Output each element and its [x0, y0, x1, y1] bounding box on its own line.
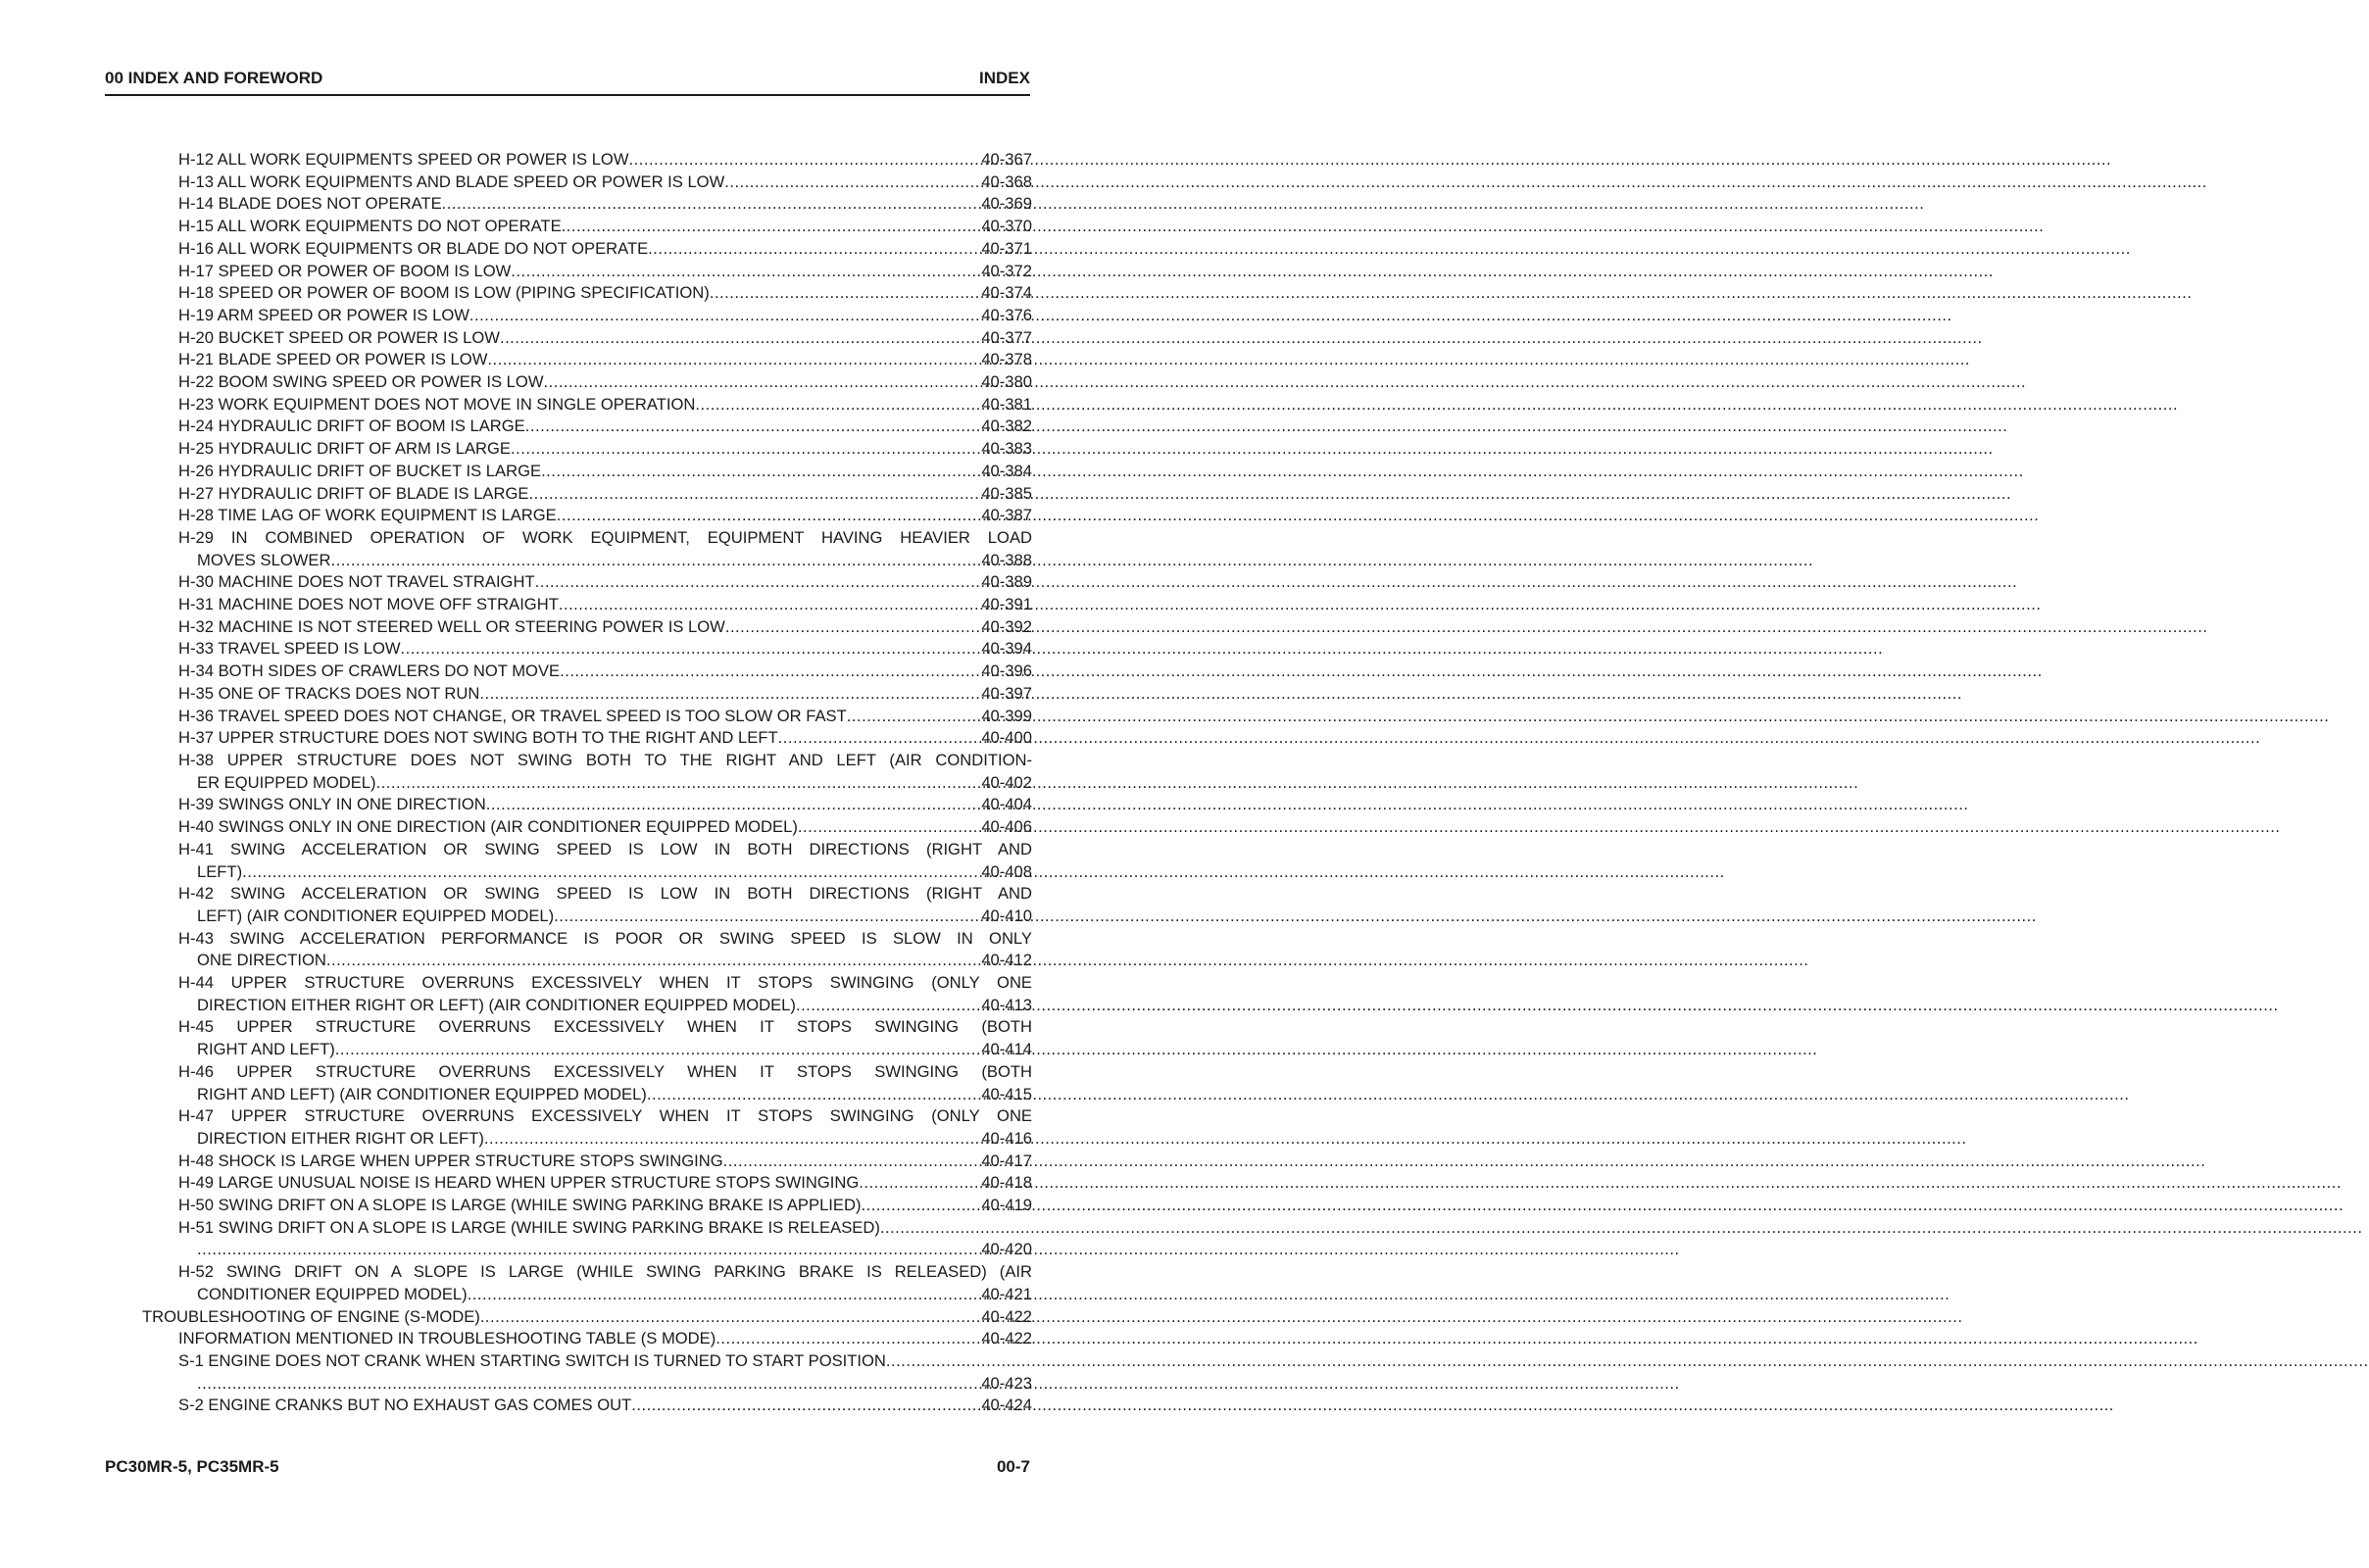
toc-entry-title: H-39 SWINGS ONLY IN ONE DIRECTION [178, 795, 486, 814]
toc-entry-title: H-16 ALL WORK EQUIPMENTS OR BLADE DO NOT OPERATE [178, 238, 649, 258]
toc-entry-title-continued: CONDITIONER EQUIPPED MODEL) [197, 1284, 468, 1303]
dot-leader [401, 638, 982, 661]
toc-entry-page: 40-385 [981, 483, 1032, 503]
toc-entry-title: H-37 UPPER STRUCTURE DOES NOT SWING BOTH TO THE RIGHT AND LEFT [178, 728, 778, 748]
toc-entry-title: H-18 SPEED OR POWER OF BOOM IS LOW (PIPING SPECIFICATION) [178, 283, 710, 303]
dot-leader [648, 238, 981, 261]
dot-leader [197, 1239, 981, 1261]
dot-leader [710, 282, 982, 305]
footer-page-number: 00-7 [996, 1457, 1030, 1476]
toc-entry[interactable] [142, 727, 1032, 750]
toc-entry-title: H-19 ARM SPEED OR POWER IS LOW [178, 305, 469, 324]
toc-entry[interactable] [142, 1061, 1032, 1105]
toc-entry[interactable] [142, 661, 1032, 683]
toc-entry-title-continued: ONE DIRECTION [197, 951, 326, 970]
toc-entry-title: H-52 SWING DRIFT ON A SLOPE IS LARGE (WHILE SWING PARKING BRAKE IS RELEASED) (AIR [178, 1262, 1032, 1282]
toc-entry-title-continued: MOVES SLOWER [197, 550, 331, 569]
toc-entry-page: 40-377 [981, 327, 1032, 347]
toc-entry[interactable] [142, 1217, 1032, 1261]
toc-entry[interactable] [142, 1016, 1032, 1060]
toc-entry-page: 40-406 [981, 817, 1032, 837]
dot-leader [847, 706, 982, 728]
toc-entry-title-continued: ER EQUIPPED MODEL) [197, 772, 376, 792]
dot-leader [484, 1128, 981, 1151]
dot-leader [796, 995, 981, 1017]
toc-entry[interactable] [142, 928, 1032, 972]
page-header [105, 69, 1030, 96]
toc-entry-page: 40-369 [981, 194, 1032, 214]
toc-entry-title: H-12 ALL WORK EQUIPMENTS SPEED OR POWER IS LOW [178, 150, 629, 169]
toc-entry-page: 40-422 [981, 1329, 1032, 1348]
toc-entry[interactable] [142, 1195, 1032, 1217]
toc-entry-title: H-24 HYDRAULIC DRIFT OF BOOM IS LARGE [178, 416, 525, 436]
toc-entry-page: 40-391 [981, 595, 1032, 614]
toc-entry-page: 40-396 [981, 662, 1032, 681]
dot-leader [880, 1217, 1032, 1240]
dot-leader [725, 616, 982, 639]
toc-entry-title: H-23 WORK EQUIPMENT DOES NOT MOVE IN SINGLE OPERATION [178, 394, 696, 414]
toc-entry[interactable] [142, 616, 1032, 639]
header-index-label: INDEX [979, 69, 1030, 87]
toc-entry-page: 40-410 [981, 906, 1032, 925]
toc-entry[interactable] [142, 461, 1032, 483]
dot-leader [511, 261, 981, 283]
toc-entry[interactable] [142, 505, 1032, 527]
table-of-contents [142, 149, 1032, 1417]
toc-entry[interactable] [142, 638, 1032, 661]
toc-entry-title: H-45 UPPER STRUCTURE OVERRUNS EXCESSIVELY WHEN IT STOPS SWINGING (BOTH [178, 1017, 1032, 1037]
toc-entry-page: 40-378 [981, 350, 1032, 369]
toc-entry-title-continued: DIRECTION EITHER RIGHT OR LEFT) [197, 1128, 484, 1148]
toc-entry-page: 40-421 [981, 1284, 1032, 1303]
toc-entry-title: H-22 BOOM SWING SPEED OR POWER IS LOW [178, 372, 544, 392]
dot-leader [723, 1151, 982, 1173]
toc-entry[interactable] [142, 972, 1032, 1016]
toc-entry[interactable] [142, 750, 1032, 794]
dot-leader [695, 394, 981, 416]
dot-leader [469, 305, 981, 327]
dot-leader [559, 594, 981, 616]
dot-leader [554, 906, 981, 928]
toc-entry-title-continued: RIGHT AND LEFT) (AIR CONDITIONER EQUIPPED MODEL) [197, 1084, 647, 1103]
toc-entry-title: H-15 ALL WORK EQUIPMENTS DO NOT OPERATE [178, 217, 562, 236]
toc-entry[interactable] [142, 1328, 1032, 1350]
toc-entry-title: S-2 ENGINE CRANKS BUT NO EXHAUST GAS COMES OUT [178, 1396, 632, 1415]
header-section-title: 00 INDEX AND FOREWORD [105, 69, 323, 87]
toc-entry[interactable] [142, 305, 1032, 327]
toc-entry-page: 40-408 [981, 861, 1032, 881]
dot-leader [535, 571, 982, 594]
page-footer [105, 1457, 1030, 1479]
dot-leader [562, 216, 982, 238]
toc-entry[interactable] [142, 261, 1032, 283]
toc-entry[interactable] [142, 883, 1032, 927]
toc-entry[interactable] [142, 1261, 1032, 1305]
dot-leader [468, 1284, 982, 1306]
toc-entry-title: H-47 UPPER STRUCTURE OVERRUNS EXCESSIVELY WHEN IT STOPS SWINGING (ONLY ONE [178, 1106, 1032, 1126]
toc-entry[interactable] [142, 794, 1032, 816]
toc-entry-page: 40-417 [981, 1151, 1032, 1170]
dot-leader [335, 1039, 982, 1061]
toc-entry[interactable] [142, 483, 1032, 506]
toc-entry-title: H-14 BLADE DOES NOT OPERATE [178, 194, 442, 214]
toc-entry[interactable] [142, 1172, 1032, 1195]
dot-leader [716, 1328, 981, 1350]
toc-entry-title: H-51 SWING DRIFT ON A SLOPE IS LARGE (WHILE SWING PARKING BRAKE IS RELEASED) [178, 1217, 880, 1237]
toc-entry-title: H-31 MACHINE DOES NOT MOVE OFF STRAIGHT [178, 595, 559, 614]
toc-entry-page: 40-381 [981, 394, 1032, 414]
toc-entry[interactable] [142, 683, 1032, 706]
toc-entry[interactable] [142, 371, 1032, 394]
toc-entry-title: H-40 SWINGS ONLY IN ONE DIRECTION (AIR CONDITIONER EQUIPPED MODEL) [178, 817, 798, 837]
dot-leader [647, 1084, 981, 1106]
toc-entry-title: H-46 UPPER STRUCTURE OVERRUNS EXCESSIVELY WHEN IT STOPS SWINGING (BOTH [178, 1061, 1032, 1081]
toc-entry-title: H-35 ONE OF TRACKS DOES NOT RUN [178, 683, 480, 703]
toc-entry-title: H-20 BUCKET SPEED OR POWER IS LOW [178, 327, 500, 347]
toc-entry-title: H-36 TRAVEL SPEED DOES NOT CHANGE, OR TRAVEL SPEED IS TOO SLOW OR FAST [178, 706, 847, 725]
toc-entry[interactable] [142, 594, 1032, 616]
toc-entry-page: 40-394 [981, 639, 1032, 659]
dot-leader [528, 483, 981, 506]
dot-leader [480, 1306, 982, 1329]
toc-entry-page: 40-402 [981, 772, 1032, 792]
toc-entry-page: 40-388 [981, 550, 1032, 569]
toc-entry-page: 40-376 [981, 305, 1032, 324]
toc-entry-title: H-42 SWING ACCELERATION OR SWING SPEED IS LOW IN BOTH DIRECTIONS (RIGHT AND [178, 884, 1032, 904]
toc-entry-title: H-43 SWING ACCELERATION PERFORMANCE IS POOR OR SWING SPEED IS SLOW IN ONLY [178, 928, 1032, 948]
toc-entry-title: H-44 UPPER STRUCTURE OVERRUNS EXCESSIVELY WHEN IT STOPS SWINGING (ONLY ONE [178, 973, 1032, 993]
toc-entry-title: INFORMATION MENTIONED IN TROUBLESHOOTING TABLE (S MODE) [178, 1329, 716, 1348]
toc-entry[interactable] [142, 416, 1032, 438]
dot-leader [798, 816, 981, 839]
dot-leader [778, 727, 982, 750]
dot-leader [242, 861, 981, 884]
toc-entry[interactable] [142, 193, 1032, 216]
toc-entry-page: 40-383 [981, 439, 1032, 459]
toc-entry-page: 40-387 [981, 506, 1032, 525]
toc-entry-title: H-21 BLADE SPEED OR POWER IS LOW [178, 350, 488, 369]
toc-entry[interactable] [142, 839, 1032, 883]
dot-leader [486, 794, 982, 816]
toc-entry[interactable] [142, 327, 1032, 350]
dot-leader [543, 371, 981, 394]
dot-leader [376, 772, 982, 795]
dot-leader [479, 683, 981, 706]
toc-entry[interactable] [142, 172, 1032, 194]
toc-entry[interactable] [142, 216, 1032, 238]
toc-entry-page: 40-380 [981, 372, 1032, 392]
toc-entry-title: H-27 HYDRAULIC DRIFT OF BLADE IS LARGE [178, 483, 529, 503]
toc-entry-page: 40-370 [981, 217, 1032, 236]
toc-entry-title: H-34 BOTH SIDES OF CRAWLERS DO NOT MOVE [178, 662, 561, 681]
toc-entry[interactable] [142, 1306, 1032, 1329]
toc-entry-page: 40-416 [981, 1128, 1032, 1148]
toc-entry-page: 40-422 [981, 1306, 1032, 1326]
toc-entry[interactable] [142, 527, 1032, 571]
toc-entry-page: 40-367 [981, 150, 1032, 169]
toc-entry-page: 40-424 [981, 1396, 1032, 1415]
toc-entry-title: H-32 MACHINE IS NOT STEERED WELL OR STEERING POWER IS LOW [178, 616, 725, 636]
toc-entry-page: 40-419 [981, 1196, 1032, 1215]
dot-leader [629, 149, 982, 172]
toc-entry-title-continued: DIRECTION EITHER RIGHT OR LEFT) (AIR CONDITIONER EQUIPPED MODEL) [197, 995, 796, 1014]
toc-entry-title: H-25 HYDRAULIC DRIFT OF ARM IS LARGE [178, 439, 512, 459]
dot-leader [859, 1172, 981, 1195]
dot-leader [487, 349, 981, 371]
toc-entry[interactable] [142, 706, 1032, 728]
toc-entry-page: 40-420 [981, 1240, 1032, 1259]
dot-leader [724, 172, 981, 194]
toc-entry-title-continued: LEFT) [197, 861, 243, 881]
toc-entry[interactable] [142, 1350, 1032, 1395]
toc-entry-page: 40-423 [981, 1373, 1032, 1393]
toc-entry[interactable] [142, 438, 1032, 461]
toc-entry[interactable] [142, 149, 1032, 172]
toc-entry-title: H-49 LARGE UNUSUAL NOISE IS HEARD WHEN UPPER STRUCTURE STOPS SWINGING [178, 1173, 860, 1193]
toc-entry-title-continued: RIGHT AND LEFT) [197, 1040, 335, 1059]
dot-leader [500, 327, 981, 350]
toc-entry[interactable] [142, 238, 1032, 261]
toc-entry-title: H-48 SHOCK IS LARGE WHEN UPPER STRUCTURE STOPS SWINGING [178, 1151, 723, 1170]
toc-entry-page: 40-371 [981, 238, 1032, 258]
toc-entry-page: 40-399 [981, 706, 1032, 725]
toc-entry[interactable] [142, 571, 1032, 594]
toc-entry-page: 40-414 [981, 1040, 1032, 1059]
toc-entry[interactable] [142, 349, 1032, 371]
dot-leader [197, 1373, 981, 1396]
toc-entry-title: H-41 SWING ACCELERATION OR SWING SPEED IS LOW IN BOTH DIRECTIONS (RIGHT AND [178, 839, 1032, 858]
toc-entry-title-continued: LEFT) (AIR CONDITIONER EQUIPPED MODEL) [197, 906, 555, 925]
toc-entry-page: 40-374 [981, 283, 1032, 303]
dot-leader [511, 438, 981, 461]
dot-leader [326, 950, 981, 972]
toc-entry[interactable] [142, 282, 1032, 305]
toc-entry-page: 40-418 [981, 1173, 1032, 1193]
toc-entry-title: H-17 SPEED OR POWER OF BOOM IS LOW [178, 261, 512, 280]
footer-model-names: PC30MR-5, PC35MR-5 [105, 1457, 279, 1476]
dot-leader [541, 461, 981, 483]
dot-leader [442, 193, 982, 216]
dot-leader [560, 661, 981, 683]
toc-entry-page: 40-372 [981, 261, 1032, 280]
toc-entry-title: H-33 TRAVEL SPEED IS LOW [178, 639, 401, 659]
toc-entry-page: 40-413 [981, 995, 1032, 1014]
dot-leader [525, 416, 982, 438]
dot-leader [861, 1195, 981, 1217]
toc-entry-title: TROUBLESHOOTING OF ENGINE (S-MODE) [142, 1306, 480, 1326]
dot-leader [631, 1395, 981, 1417]
toc-entry-title: H-50 SWING DRIFT ON A SLOPE IS LARGE (WHILE SWING PARKING BRAKE IS APPLIED) [178, 1196, 862, 1215]
toc-entry-title: H-38 UPPER STRUCTURE DOES NOT SWING BOTH TO THE RIGHT AND LEFT (AIR CONDITION- [178, 750, 1032, 769]
toc-entry-page: 40-382 [981, 416, 1032, 436]
toc-entry-title: H-13 ALL WORK EQUIPMENTS AND BLADE SPEED OR POWER IS LOW [178, 172, 725, 191]
toc-entry-title: H-30 MACHINE DOES NOT TRAVEL STRAIGHT [178, 572, 535, 592]
toc-entry-title: S-1 ENGINE DOES NOT CRANK WHEN STARTING SWITCH IS TURNED TO START POSITION [178, 1350, 886, 1370]
toc-entry-title: H-26 HYDRAULIC DRIFT OF BUCKET IS LARGE [178, 461, 542, 480]
toc-entry-page: 40-400 [981, 728, 1032, 748]
toc-entry-page: 40-368 [981, 172, 1032, 191]
dot-leader [557, 505, 982, 527]
toc-entry[interactable] [142, 1105, 1032, 1150]
toc-entry-page: 40-412 [981, 951, 1032, 970]
toc-entry-page: 40-415 [981, 1084, 1032, 1103]
toc-entry[interactable] [142, 394, 1032, 416]
toc-entry-page: 40-397 [981, 683, 1032, 703]
toc-entry[interactable] [142, 1151, 1032, 1173]
dot-leader [330, 550, 981, 572]
toc-entry-page: 40-392 [981, 616, 1032, 636]
toc-entry-title: H-28 TIME LAG OF WORK EQUIPMENT IS LARGE [178, 506, 557, 525]
toc-entry[interactable] [142, 816, 1032, 839]
dot-leader [886, 1350, 1032, 1373]
toc-entry-page: 40-404 [981, 795, 1032, 814]
toc-entry[interactable] [142, 1395, 1032, 1417]
toc-entry-title: H-29 IN COMBINED OPERATION OF WORK EQUIPMENT, EQUIPMENT HAVING HEAVIER LOAD [178, 527, 1032, 547]
toc-entry-page: 40-389 [981, 572, 1032, 592]
toc-entry-page: 40-384 [981, 461, 1032, 480]
